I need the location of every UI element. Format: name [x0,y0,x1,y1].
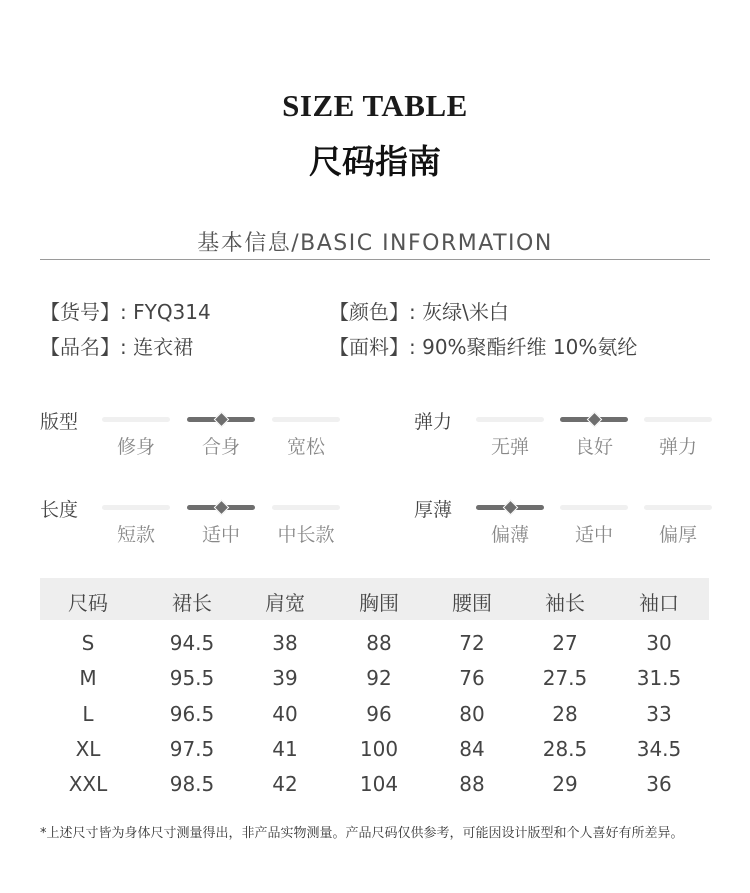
scale-option: 无弹 [490,436,529,458]
scale-option: 短款 [116,524,155,546]
scale-option: 偏厚 [658,524,697,546]
scale-option: 良好 [574,436,613,458]
table-cell: 104 [359,772,399,796]
attribute-label: 厚薄 [414,499,453,521]
table-cell: 96.5 [169,702,215,726]
table-cell: 76 [459,666,485,690]
scale-option: 宽松 [286,436,325,458]
size-note: *上述尺寸皆为身体尺寸测量得出，非产品实物测量。产品尺码仅供参考，可能因设计版型和个人喜好有所差异。 [40,826,684,841]
table-header-cell: 腰围 [452,591,492,615]
table-header-cell: 裙长 [172,591,212,615]
table-cell: 84 [459,737,485,761]
table-header-cell: 胸围 [359,591,399,615]
info-item-no: 【货号】: FYQ314 [40,300,211,324]
table-cell: 100 [359,737,399,761]
diamond-marker-icon [214,500,230,516]
scale-bar [102,417,170,422]
size-label-cell: XXL [68,772,108,796]
table-cell: 31.5 [636,666,682,690]
scale-bar [272,417,340,422]
table-header-cell: 尺码 [68,591,108,615]
section-divider [40,259,710,260]
table-cell: 27.5 [542,666,588,690]
table-cell: 72 [459,631,485,655]
scale-option: 适中 [201,524,240,546]
table-cell: 30 [646,631,672,655]
scale-bar [644,505,712,510]
table-header-cell: 肩宽 [265,591,305,615]
table-cell: 98.5 [169,772,215,796]
table-cell: 41 [272,737,298,761]
table-cell: 88 [366,631,392,655]
size-label-cell: M [79,666,97,690]
scale-bar [560,505,628,510]
scale-option: 弹力 [658,436,697,458]
size-label-cell: L [82,702,94,726]
info-fabric: 【面料】: 90%聚酯纤维 10%氨纶 [329,335,638,359]
size-label-cell: S [81,631,95,655]
attribute-label: 版型 [40,411,79,433]
table-cell: 94.5 [169,631,215,655]
title-cn: 尺码指南 [309,142,441,181]
table-cell: 28.5 [542,737,588,761]
table-cell: 97.5 [169,737,215,761]
title-en: SIZE TABLE [282,88,468,123]
scale-bar [476,417,544,422]
table-cell: 40 [272,702,298,726]
table-cell: 80 [459,702,485,726]
table-header-cell: 袖长 [545,591,585,615]
table-cell: 88 [459,772,485,796]
table-header-cell: 袖口 [639,591,679,615]
diamond-marker-icon [587,412,603,428]
attribute-label: 长度 [40,499,79,521]
attribute-label: 弹力 [414,411,453,433]
info-color: 【颜色】: 灰绿\米白 [329,300,509,324]
table-cell: 92 [366,666,392,690]
section-heading: 基本信息/BASIC INFORMATION [197,231,553,256]
diamond-marker-icon [214,412,230,428]
size-label-cell: XL [75,737,101,761]
table-cell: 95.5 [169,666,215,690]
table-cell: 39 [272,666,298,690]
table-cell: 38 [272,631,298,655]
scale-option: 适中 [574,524,613,546]
table-cell: 42 [272,772,298,796]
table-cell: 34.5 [636,737,682,761]
scale-option: 合身 [201,436,240,458]
table-cell: 29 [552,772,578,796]
diamond-marker-icon [503,500,519,516]
table-cell: 36 [646,772,672,796]
scale-bar [272,505,340,510]
table-cell: 28 [552,702,578,726]
info-name: 【品名】: 连衣裙 [40,335,194,359]
scale-option: 中长款 [277,524,335,546]
scale-bar [644,417,712,422]
scale-option: 修身 [116,436,155,458]
scale-bar [102,505,170,510]
scale-option: 偏薄 [490,524,529,546]
table-cell: 96 [366,702,392,726]
table-cell: 33 [646,702,672,726]
table-cell: 27 [552,631,578,655]
